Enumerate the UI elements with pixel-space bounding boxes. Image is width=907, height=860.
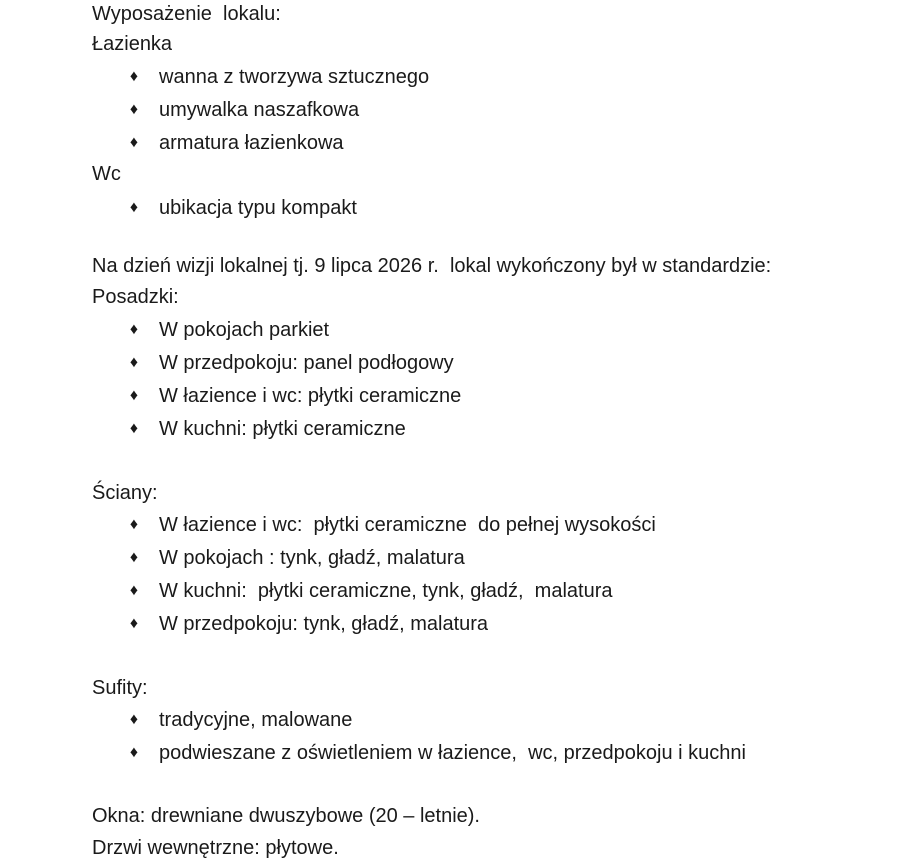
- diamond-bullet-icon: ♦: [129, 549, 139, 566]
- list-item: [0, 65, 430, 89]
- list-item-text: W kuchni: płytki ceramiczne, tynk, gładź, malatura: [159, 580, 613, 602]
- ceilings-label: Sufity:: [92, 677, 148, 699]
- list-item: [0, 98, 360, 122]
- list-item: [0, 417, 406, 441]
- list-item: [0, 384, 462, 408]
- list-item-text: W kuchni: płytki ceramiczne: [159, 418, 406, 440]
- diamond-bullet-icon: ♦: [129, 582, 139, 599]
- list-item-text: wanna z tworzywa sztucznego: [159, 66, 430, 88]
- wc-label: Wc: [92, 163, 121, 185]
- diamond-bullet-icon: ♦: [129, 744, 139, 761]
- diamond-bullet-icon: ♦: [129, 711, 139, 728]
- diamond-bullet-icon: ♦: [129, 354, 139, 371]
- list-item-text: podwieszane z oświetleniem w łazience, wc, przedpokoju i kuchni: [159, 742, 746, 764]
- list-item: [0, 579, 613, 603]
- inspection-sentence: Na dzień wizji lokalnej tj. 9 lipca 2026 r. lokal wykończony był w standardzie:: [92, 255, 772, 277]
- list-item-text: umywalka naszafkowa: [159, 99, 360, 121]
- list-item: [0, 196, 357, 220]
- diamond-bullet-icon: ♦: [129, 199, 139, 216]
- diamond-bullet-icon: ♦: [129, 387, 139, 404]
- list-item: [0, 351, 454, 375]
- diamond-bullet-icon: ♦: [129, 68, 139, 85]
- list-item-text: armatura łazienkowa: [159, 132, 344, 154]
- list-item: [0, 741, 746, 765]
- diamond-bullet-icon: ♦: [129, 420, 139, 437]
- list-item-text: W przedpokoju: tynk, gładź, malatura: [159, 613, 489, 635]
- list-item-text: ubikacja typu kompakt: [159, 197, 357, 219]
- list-item-text: W łazience i wc: płytki ceramiczne: [159, 385, 462, 407]
- windows-line: Okna: drewniane dwuszybowe (20 – letnie).: [92, 805, 480, 827]
- list-item: [0, 513, 656, 537]
- list-item: [0, 546, 465, 570]
- list-item-text: W łazience i wc: płytki ceramiczne do pełnej wysokości: [159, 514, 656, 536]
- diamond-bullet-icon: ♦: [129, 101, 139, 118]
- diamond-bullet-icon: ♦: [129, 615, 139, 632]
- floors-label: Posadzki:: [92, 286, 179, 308]
- list-item-text: tradycyjne, malowane: [159, 709, 353, 731]
- list-item-text: W pokojach parkiet: [159, 319, 330, 341]
- diamond-bullet-icon: ♦: [129, 134, 139, 151]
- diamond-bullet-icon: ♦: [129, 321, 139, 338]
- list-item-text: W przedpokoju: panel podłogowy: [159, 352, 454, 374]
- diamond-bullet-icon: ♦: [129, 516, 139, 533]
- doors-line: Drzwi wewnętrzne: płytowe.: [92, 837, 339, 859]
- list-item: [0, 131, 344, 155]
- list-item: [0, 318, 330, 342]
- equipment-heading: Wyposażenie lokalu:: [92, 3, 281, 25]
- walls-label: Ściany:: [92, 482, 158, 504]
- bathroom-label: Łazienka: [92, 33, 173, 55]
- list-item: [0, 612, 489, 636]
- list-item: [0, 708, 353, 732]
- list-item-text: W pokojach : tynk, gładź, malatura: [159, 547, 465, 569]
